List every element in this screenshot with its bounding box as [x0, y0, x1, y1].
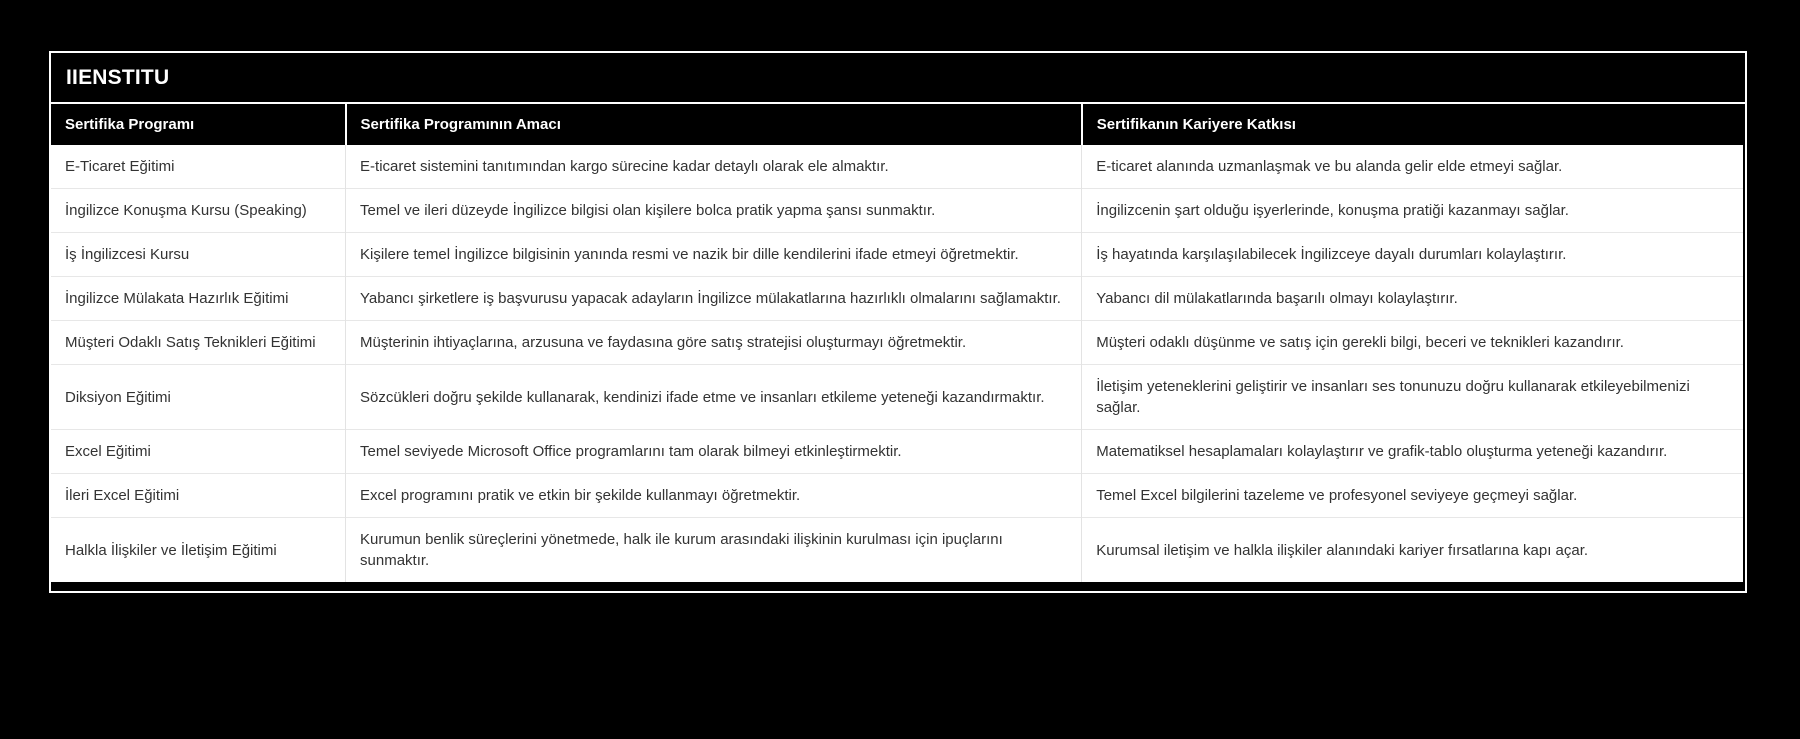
table-cell: Diksiyon Eğitimi — [51, 365, 346, 430]
table-cell: Müşteri odaklı düşünme ve satış için gerekli bilgi, beceri ve teknikleri kazandırır. — [1082, 321, 1743, 365]
table-cell: İş İngilizcesi Kursu — [51, 233, 346, 277]
certificate-table — [51, 104, 1743, 582]
table-cell: Kişilere temel İngilizce bilgisinin yanında resmi ve nazik bir dille kendilerini ifade etmeyi öğretmektir. — [346, 233, 1082, 277]
table-cell: Yabancı dil mülakatlarında başarılı olmayı kolaylaştırır. — [1082, 277, 1743, 321]
table-row — [51, 233, 1743, 277]
table-cell: E-Ticaret Eğitimi — [51, 145, 346, 189]
table-header — [51, 104, 1743, 145]
table-body — [51, 145, 1743, 582]
table-row — [51, 430, 1743, 474]
table-header-row — [51, 104, 1743, 145]
table-cell: Müşteri Odaklı Satış Teknikleri Eğitimi — [51, 321, 346, 365]
table-row — [51, 365, 1743, 430]
table-cell: Halkla İlişkiler ve İletişim Eğitimi — [51, 518, 346, 583]
table-row — [51, 321, 1743, 365]
table-cell: Müşterinin ihtiyaçlarına, arzusuna ve faydasına göre satış stratejisi oluşturmayı öğretmektir. — [346, 321, 1082, 365]
table-cell: E-ticaret sistemini tanıtımından kargo sürecine kadar detaylı olarak ele almaktır. — [346, 145, 1082, 189]
table-cell: İş hayatında karşılaşılabilecek İngilizceye dayalı durumları kolaylaştırır. — [1082, 233, 1743, 277]
table-cell: Excel Eğitimi — [51, 430, 346, 474]
table-row — [51, 518, 1743, 583]
column-header: Sertifika Programı — [51, 104, 346, 145]
table-cell: Matematiksel hesaplamaları kolaylaştırır ve grafik-tablo oluşturma yeteneği kazandırır. — [1082, 430, 1743, 474]
column-header: Sertifikanın Kariyere Katkısı — [1082, 104, 1743, 145]
certificate-table-panel — [49, 51, 1747, 593]
table-cell: İngilizcenin şart olduğu işyerlerinde, konuşma pratiği kazanmayı sağlar. — [1082, 189, 1743, 233]
table-cell: İngilizce Mülakata Hazırlık Eğitimi — [51, 277, 346, 321]
table-cell: Temel seviyede Microsoft Office programlarını tam olarak bilmeyi etkinleştirmektir. — [346, 430, 1082, 474]
table-cell: İngilizce Konuşma Kursu (Speaking) — [51, 189, 346, 233]
table-row — [51, 189, 1743, 233]
table-cell: Sözcükleri doğru şekilde kullanarak, kendinizi ifade etme ve insanları etkileme yeteneği kazandırmaktır. — [346, 365, 1082, 430]
table-cell: İleri Excel Eğitimi — [51, 474, 346, 518]
table-row — [51, 145, 1743, 189]
table-cell: Temel ve ileri düzeyde İngilizce bilgisi olan kişilere bolca pratik yapma şansı sunmaktır. — [346, 189, 1082, 233]
table-cell: İletişim yeteneklerini geliştirir ve insanları ses tonunuzu doğru kullanarak etkileyebilmenizi sağlar. — [1082, 365, 1743, 430]
column-header: Sertifika Programının Amacı — [346, 104, 1082, 145]
table-row — [51, 277, 1743, 321]
table-cell: Kurumun benlik süreçlerini yönetmede, halk ile kurum arasındaki ilişkinin kurulması için ipuçlarını sunmaktır. — [346, 518, 1082, 583]
table-cell: Yabancı şirketlere iş başvurusu yapacak adayların İngilizce mülakatlarına hazırlıklı olmalarını sağlamaktır. — [346, 277, 1082, 321]
table-row — [51, 474, 1743, 518]
table-cell: E-ticaret alanında uzmanlaşmak ve bu alanda gelir elde etmeyi sağlar. — [1082, 145, 1743, 189]
table-cell: Excel programını pratik ve etkin bir şekilde kullanmayı öğretmektir. — [346, 474, 1082, 518]
table-cell: Kurumsal iletişim ve halkla ilişkiler alanındaki kariyer fırsatlarına kapı açar. — [1082, 518, 1743, 583]
table-cell: Temel Excel bilgilerini tazeleme ve profesyonel seviyeye geçmeyi sağlar. — [1082, 474, 1743, 518]
panel-title: IIENSTITU — [51, 53, 1745, 104]
